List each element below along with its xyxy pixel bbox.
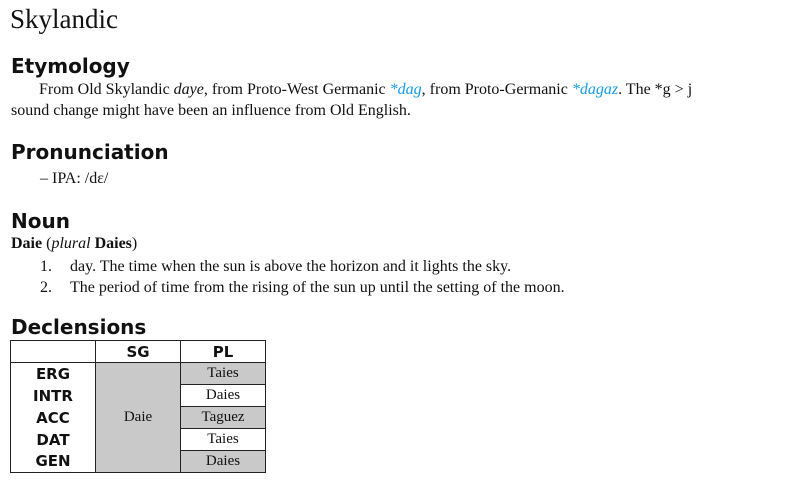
etymology-heading: Etymology	[11, 54, 130, 78]
noun-lemma: Daie	[11, 235, 43, 252]
pl-cell: Daies	[181, 451, 266, 473]
declensions-heading: Declensions	[11, 315, 147, 339]
declension-table	[10, 340, 266, 473]
etymology-text-2: , from Proto-West Germanic	[203, 81, 390, 98]
etymology-text-4: . The *g > j	[618, 81, 693, 98]
pl-cell: Taies	[181, 363, 266, 385]
pl-cell: Taguez	[181, 407, 266, 429]
page-title: Skylandic	[10, 4, 118, 34]
column-header-pl: PL	[181, 341, 266, 363]
etymology-link-dag[interactable]: *dag	[389, 81, 422, 98]
table-corner	[11, 341, 96, 363]
etymology-term: daye	[173, 81, 204, 98]
plural-label: plural	[51, 235, 91, 252]
definition-list	[40, 256, 565, 298]
definition-number: 1.	[40, 258, 52, 275]
definition-text: day. The time when the sun is above the horizon and it lights the sky.	[70, 258, 512, 275]
etymology-text-1: From Old Skylandic	[39, 81, 174, 98]
sg-cell: Daie	[96, 363, 181, 473]
etymology-text-3: , from Proto-Germanic	[421, 81, 572, 98]
plural-close: )	[131, 235, 138, 252]
pl-cell: Taies	[181, 429, 266, 451]
row-header-intr: INTR	[11, 385, 96, 407]
definition-item	[40, 256, 565, 277]
noun-heading: Noun	[11, 209, 70, 233]
etymology-line-1	[11, 79, 796, 100]
definition-text: The period of time from the rising of the sun up until the setting of the moon.	[70, 279, 565, 296]
etymology-paragraph	[11, 79, 796, 121]
column-header-sg: SG	[96, 341, 181, 363]
plural-open: (	[46, 235, 52, 252]
definition-number: 2.	[40, 279, 52, 296]
etymology-line-2: sound change might have been an influence from Old English.	[11, 102, 411, 119]
ipa-line: – IPA: /dɛ/	[40, 170, 109, 187]
plural-form: Daies	[94, 235, 132, 252]
pronunciation-heading: Pronunciation	[11, 140, 169, 164]
row-header-gen: GEN	[11, 451, 96, 473]
definition-item	[40, 277, 565, 298]
row-header-dat: DAT	[11, 429, 96, 451]
row-header-acc: ACC	[11, 407, 96, 429]
pl-cell: Daies	[181, 385, 266, 407]
etymology-link-dagaz[interactable]: *dagaz	[571, 81, 619, 98]
row-header-erg: ERG	[11, 363, 96, 385]
noun-headword-line	[11, 235, 137, 253]
